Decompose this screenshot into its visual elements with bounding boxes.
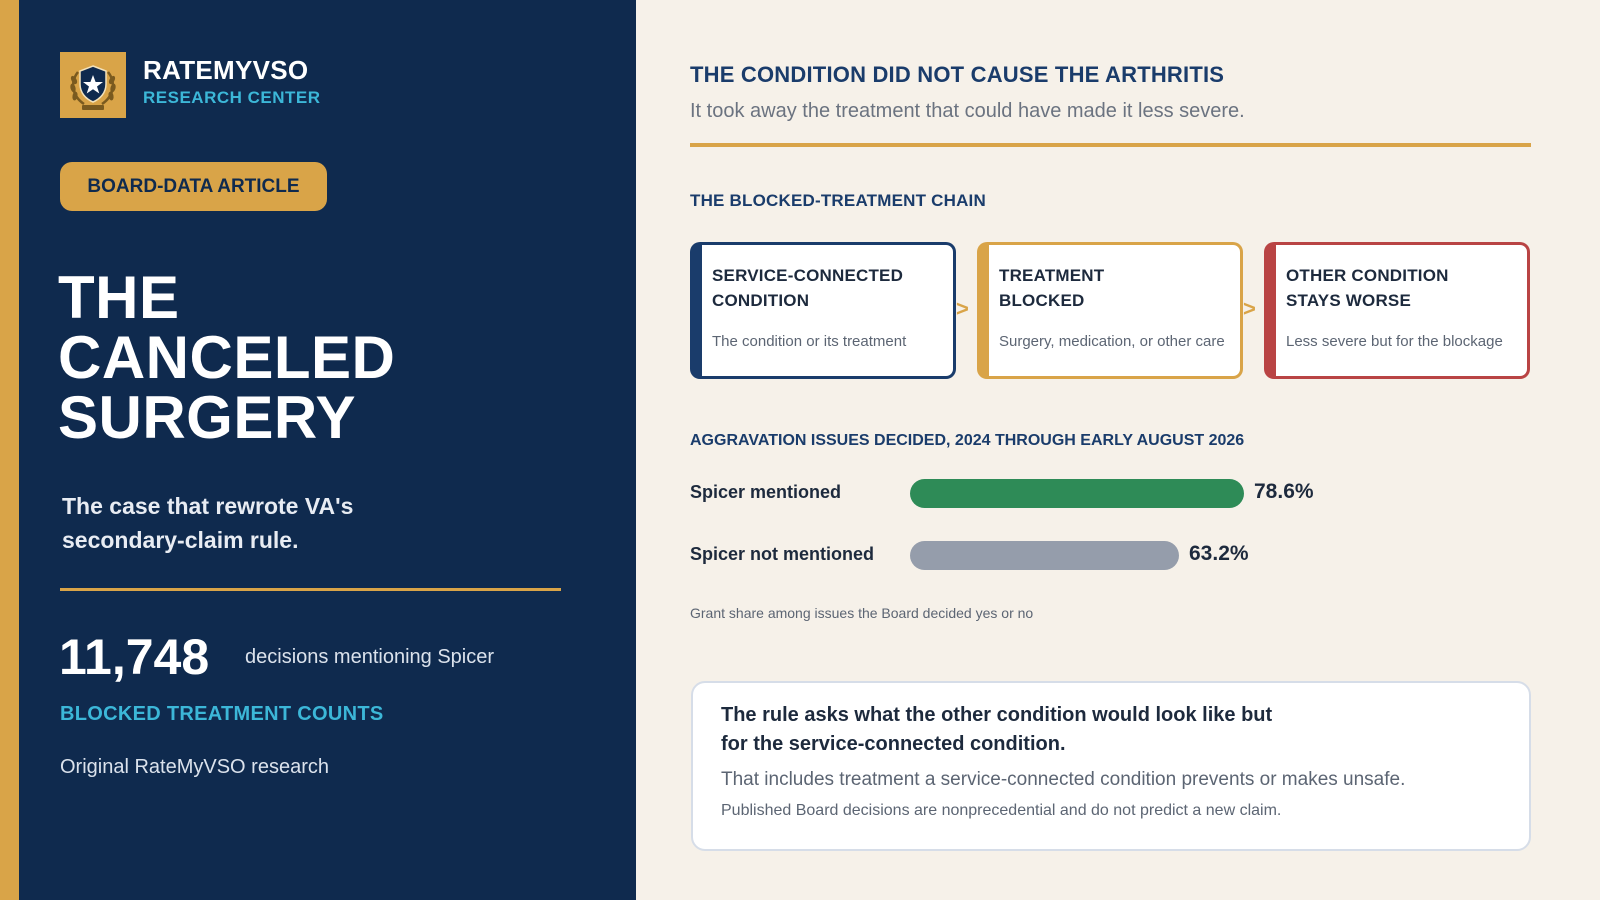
chain-step-title (999, 263, 1226, 313)
chain-step-other-condition (1264, 242, 1530, 379)
callout-body: That includes treatment a service-connected condition prevents or makes unsafe. (721, 769, 1406, 790)
chain-step-desc: The condition or its treatment (712, 333, 907, 350)
chain-step-title-line: TREATMENT (999, 266, 1105, 285)
chain-step-desc: Surgery, medication, or other care (999, 333, 1225, 350)
chain-step-title (712, 263, 939, 313)
research-note: Original RateMyVSO research (60, 756, 329, 778)
section-title: THE CONDITION DID NOT CAUSE THE ARTHRITIS (690, 62, 1225, 87)
star-shield-laurel-icon (60, 52, 126, 118)
chevron-right-icon: > (956, 296, 969, 321)
left-accent-stripe (0, 0, 19, 900)
brand-subtitle: RESEARCH CENTER (143, 88, 321, 107)
section-subtitle: It took away the treatment that could have made it less severe. (690, 100, 1245, 122)
callout-heading: The rule asks what the other condition would look like but for the service-connected condition. (721, 704, 1273, 755)
chart-title: AGGRAVATION ISSUES DECIDED, 2024 THROUGH EARLY AUGUST 2026 (690, 432, 1245, 449)
bar-label: Spicer not mentioned (690, 544, 875, 564)
headline-line: SURGERY (58, 384, 356, 451)
headline-line: CANCELED (58, 324, 396, 391)
bar (910, 479, 1244, 508)
bar-track (910, 541, 1335, 570)
divider (60, 588, 561, 591)
stat-value: 11,748 (59, 629, 210, 685)
chain-step-title (1286, 263, 1513, 313)
bar (910, 541, 1179, 570)
bar-value-label: 63.2% (1189, 542, 1249, 565)
chevron-right-icon: > (1243, 296, 1256, 321)
headline-line: THE (58, 264, 180, 331)
chain-step-title-line: STAYS WORSE (1286, 291, 1412, 310)
rule-callout (691, 681, 1531, 851)
section-label: BLOCKED TREATMENT COUNTS (60, 703, 384, 725)
bar-label: Spicer mentioned (690, 482, 842, 502)
callout-disclaimer: Published Board decisions are nonprecedential and do not predict a new claim. (721, 802, 1282, 819)
stat-label: decisions mentioning Spicer (245, 646, 495, 668)
brand-logo[interactable] (60, 52, 126, 118)
chain-step-title-line: SERVICE-CONNECTED (712, 266, 904, 285)
article-lede: The case that rewrote VA's secondary-claim rule. (62, 493, 354, 553)
article-type-badge: BOARD-DATA ARTICLE (60, 162, 327, 211)
brand-name[interactable]: RATEMYVSO (143, 55, 309, 85)
chain-step-title-line: CONDITION (712, 291, 810, 310)
divider (690, 143, 1531, 147)
chain-step-title-line: OTHER CONDITION (1286, 266, 1449, 285)
chart-note: Grant share among issues the Board decided yes or no (690, 605, 1034, 621)
chain-step-service-connected (690, 242, 956, 379)
chain-title: THE BLOCKED-TREATMENT CHAIN (690, 191, 986, 210)
chain-step-title-line: BLOCKED (999, 291, 1085, 310)
chain-step-treatment-blocked (977, 242, 1243, 379)
article-headline (58, 264, 396, 451)
chain-step-desc: Less severe but for the blockage (1286, 333, 1503, 350)
bar-value-label: 78.6% (1254, 480, 1314, 503)
